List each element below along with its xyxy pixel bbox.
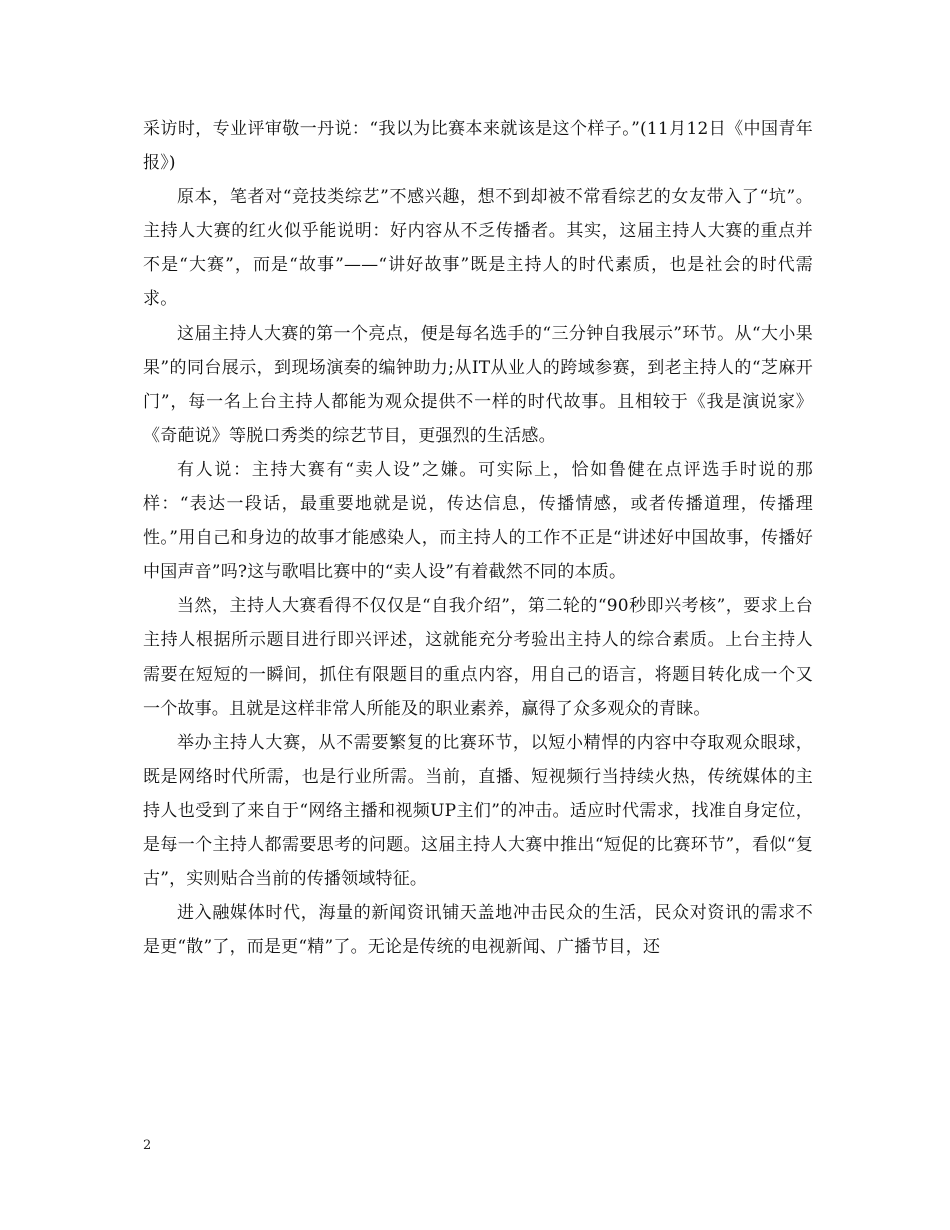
paragraph: 原本，笔者对“竞技类综艺”不感兴趣，想不到却被不常看综艺的女友带入了“坑”。主持人大赛的红火似乎能说明：好内容从不乏传播者。其实，这届主持人大赛的重点并不是“大赛”，而是“故事”——“讲好故事”既是主持人的时代素质，也是社会的时代需求。 xyxy=(143,187,813,310)
paragraph: 当然，主持人大赛看得不仅仅是“自我介绍”，第二轮的“90秒即兴考核”，要求上台主持人根据所示题目进行即兴评述，这就能充分考验出主持人的综合素质。上台主持人需要在短短的一瞬间，抓住有限题目的重点内容，用自己的语言，将题目转化成一个又一个故事。且就是这样非常人所能及的职业素养，赢得了众多观众的青睐。 xyxy=(143,596,813,719)
paragraph: 这届主持人大赛的第一个亮点，便是每名选手的“三分钟自我展示”环节。从“大小果果”的同台展示，到现场演奏的编钟助力;从IT从业人的跨域参赛，到老主持人的“芝麻开门”，每一名上台主持人都能为观众提供不一样的时代故事。且相较于《我是演说家》《奇葩说》等脱口秀类的综艺节目，更强烈的生活感。 xyxy=(143,323,813,446)
page-number: 2 xyxy=(143,1138,152,1153)
paragraph: 举办主持人大赛，从不需要繁复的比赛环节，以短小精悍的内容中夺取观众眼球，既是网络时代所需，也是行业所需。当前，直播、短视频行当持续火热，传统媒体的主持人也受到了来自于“网络主播和视频UP主们”的冲击。适应时代需求，找准自身定位，是每一个主持人都需要思考的问题。这届主持人大赛中推出“短促的比赛环节”，看似“复古”，实则贴合当前的传播领域特征。 xyxy=(143,732,813,890)
paragraph: 进入融媒体时代，海量的新闻资讯铺天盖地冲击民众的生活，民众对资讯的需求不是更“散”了，而是更“精”了。无论是传统的电视新闻、广播节目，还 xyxy=(143,903,813,958)
article-body xyxy=(143,112,813,964)
paragraph-continuation: 采访时，专业评审敬一丹说：“我以为比赛本来就该是这个样子。”(11月12日《中国青年报》) xyxy=(143,119,813,174)
paragraph: 有人说：主持大赛有“卖人设”之嫌。可实际上，恰如鲁健在点评选手时说的那样：“表达一段话，最重要地就是说，传达信息，传播情感，或者传播道理，传播理性。”用自己和身边的故事才能感染人，而主持人的工作不正是“讲述好中国故事，传播好中国声音”吗?这与歌唱比赛中的“卖人设”有着截然不同的本质。 xyxy=(143,459,813,583)
